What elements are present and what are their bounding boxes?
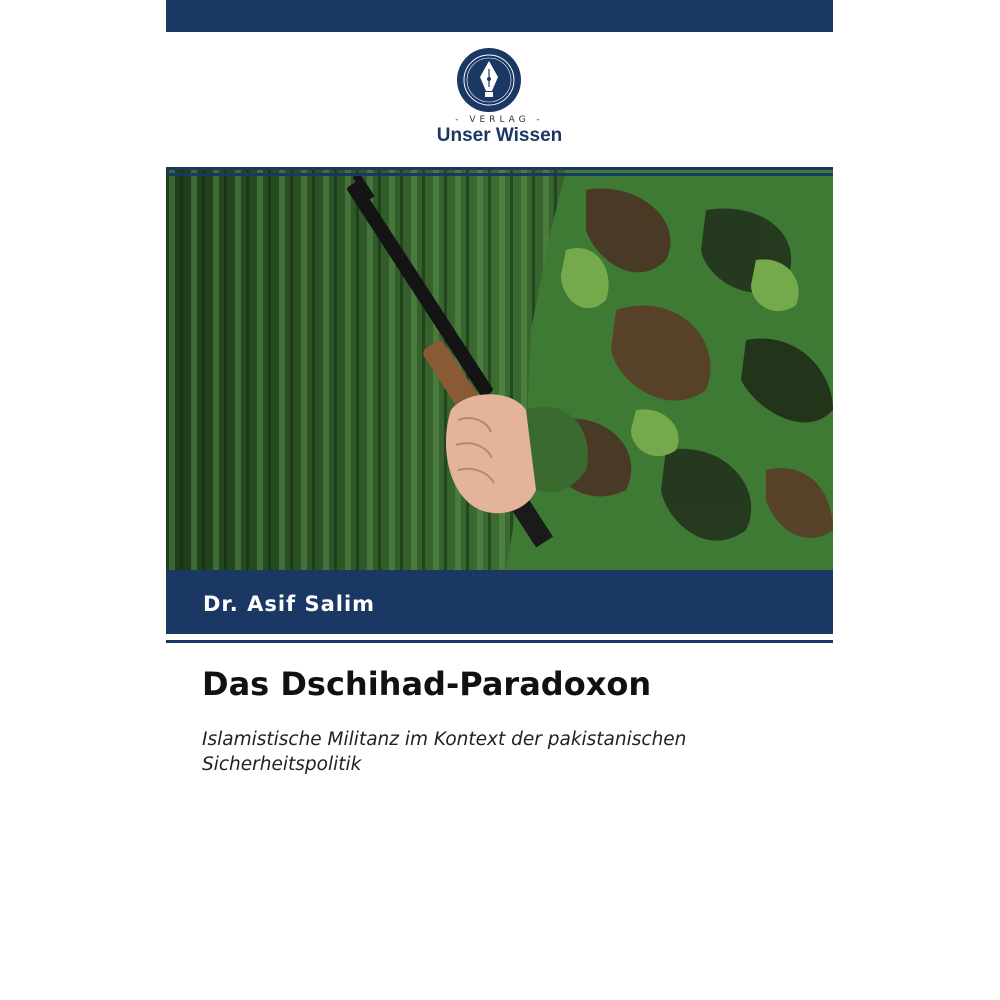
author-name: Dr. Asif Salim (203, 592, 376, 616)
author-band (166, 570, 833, 634)
publisher-tagline: - VERLAG - (455, 115, 544, 125)
book-title: Das Dschihad-Paradoxon (202, 665, 652, 703)
cover-photo (166, 170, 833, 570)
top-color-band (166, 0, 833, 32)
book-subtitle: Islamistische Militanz im Kontext der pakistanischen Sicherheitspolitik (202, 729, 687, 775)
divider-line (166, 640, 833, 643)
book-cover (166, 0, 833, 1000)
divider-line (166, 173, 833, 176)
publisher-logo-icon (456, 47, 522, 113)
publisher-name: Unser Wissen (436, 125, 563, 146)
